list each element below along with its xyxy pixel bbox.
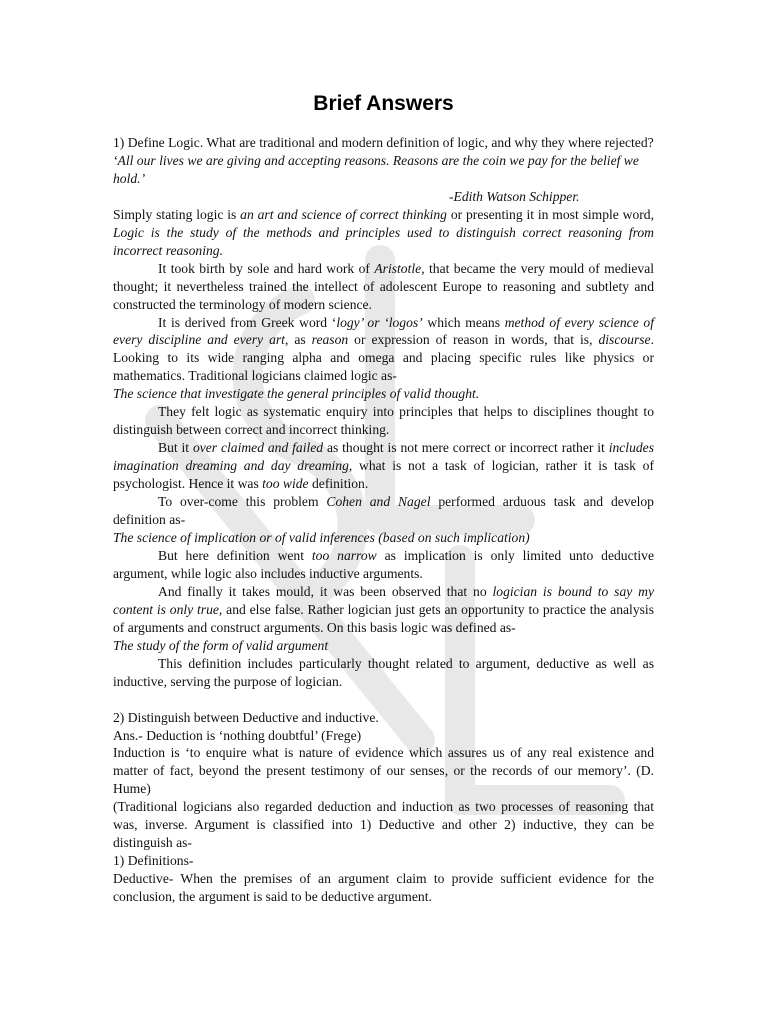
text-run: . Looking to its wide ranging alpha and omega and placing specific rules like physics or mathematics. Traditional logicians claimed logic as-: [113, 332, 654, 384]
text-run: Aristotle: [374, 260, 422, 276]
text-run: It took birth by sole and hard work of: [158, 260, 375, 276]
text-run: method of every science of every discipline and every art: [113, 314, 655, 348]
text-run: discourse: [598, 332, 651, 348]
text-run: Logic is the study of the methods and principles used to distinguish correct reasoning from incorrect reasoning.: [113, 224, 654, 258]
text-run: And finally it takes mould, it was been observed that no: [158, 583, 493, 599]
text-run: an art and science of correct thinking: [240, 206, 447, 222]
question-1: 1) Define Logic. What are traditional and modern definition of logic, and why they where rejected?: [113, 135, 654, 150]
text-run: reason: [311, 332, 349, 348]
paragraph-9: This definition includes particularly thought related to argument, deductive as well as inductive, serving the purpose of logician.: [113, 655, 654, 689]
answer-induction: Induction is ‘to enquire what is nature of evidence which assures us of any real existence and matter of fact, beyond the present testimony of our senses, or the records of our memory’. (D. Hume): [113, 745, 654, 797]
answer-deduction: Ans.- Deduction is ‘nothing doubtful’ (Frege): [113, 727, 362, 743]
text-run: , that became the very mould of medieval thought; it nevertheless trained the intellect of adolescent Europe to reasoning and subtlety and constructed the terminology of modern science.: [113, 260, 655, 312]
text-run: , as: [284, 332, 312, 348]
paragraph-7: [113, 547, 654, 583]
text-run: It is derived from Greek word ‘: [158, 314, 337, 330]
quote-attribution: -Edith Watson Schipper.: [449, 188, 580, 204]
text-run: definition.: [308, 476, 369, 492]
paragraph-5: [113, 439, 654, 493]
answer-traditional: (Traditional logicians also regarded deduction and induction as two processes of reasoning that was, inverse. Argument is classified into 1) Deductive and other 2) inductive, they can be distinguish as-: [113, 799, 654, 851]
text-run: logy’ or ‘logos’: [336, 314, 423, 330]
text-run: includes imagination dreaming and day dreaming: [113, 440, 654, 474]
paragraph-1: [113, 206, 654, 260]
text-run: To over-come this problem: [158, 494, 327, 510]
paragraph-2: [113, 260, 654, 314]
deductive-definition: Deductive- When the premises of an argument claim to provide sufficient evidence for the conclusion, the argument is said to be deductive argument.: [113, 871, 654, 905]
definition-modern: The study of the form of valid argument: [113, 637, 329, 653]
text-run: as thought is not mere correct or incorrect rather it: [323, 440, 609, 456]
text-run: , what is not a task of logician, rather it is task of psychologist. Hence it was: [113, 458, 654, 492]
question-2: 2) Distinguish between Deductive and inductive.: [113, 709, 379, 725]
document-page: [113, 90, 654, 906]
text-run: over claimed and failed: [192, 440, 324, 456]
definitions-heading: 1) Definitions-: [113, 853, 194, 869]
text-run: Simply stating logic is: [113, 206, 241, 222]
text-run: Cohen and Nagel: [326, 494, 431, 510]
text-run: too wide: [262, 476, 309, 492]
text-run: as implication is only limited unto deductive argument, while logic also includes inductive arguments.: [113, 547, 654, 581]
text-run: and else false. Rather logician just gets an opportunity to practice the analysis of arguments and construct arguments. On this basis logic was defined as-: [113, 601, 654, 635]
quote: ‘All our lives we are giving and accepting reasons. Reasons are the coin we pay for the belief we hold.’: [113, 152, 639, 186]
paragraph-6: [113, 493, 654, 529]
text-run: or presenting it in most simple word,: [446, 206, 655, 222]
text-run: or expression of reason in words, that is,: [348, 332, 599, 348]
text-run: But it: [158, 440, 193, 456]
paragraph-3: [113, 314, 654, 386]
definition-cohen-nagel: The science of implication or of valid inferences (based on such implication): [113, 529, 530, 545]
paragraph-4: They felt logic as systematic enquiry into principles that helps to disciplines thought to distinguish between correct and incorrect thinking.: [113, 404, 654, 438]
paragraph-8: [113, 583, 654, 637]
text-run: performed arduous task and develop definition as-: [113, 494, 654, 528]
text-run: too narrow: [311, 547, 377, 563]
text-run: logician is bound to say my content is only true,: [113, 583, 654, 617]
spacer: [113, 691, 654, 709]
text-run: But here definition went: [158, 547, 312, 563]
definition-traditional: The science that investigate the general principles of valid thought.: [113, 386, 480, 402]
text-run: which means: [422, 314, 505, 330]
page-title: Brief Answers: [313, 92, 454, 115]
